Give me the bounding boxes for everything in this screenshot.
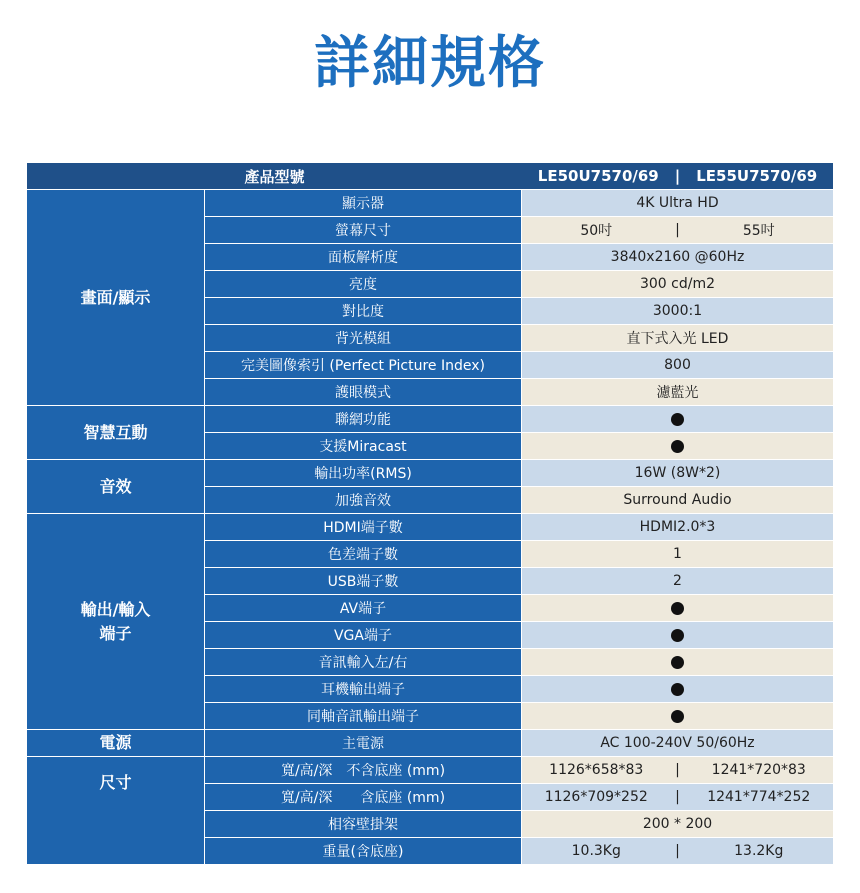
spec-value: AC 100-240V 50/60Hz: [522, 730, 833, 757]
spec-value: [522, 622, 833, 649]
spec-value-a: 1126*658*83: [549, 762, 644, 778]
model-separator: |: [674, 167, 681, 185]
value-separator: |: [675, 843, 680, 859]
spec-value: Surround Audio: [522, 487, 833, 514]
model-numbers-header: [522, 163, 833, 190]
model-b: LE55U7570/69: [696, 167, 818, 185]
spec-label: 完美圖像索引 (Perfect Picture Index): [205, 352, 522, 379]
spec-label: 色差端子數: [205, 541, 522, 568]
spec-value: [522, 784, 833, 811]
table-row: [27, 460, 833, 487]
spec-value: 濾藍光: [522, 379, 833, 406]
category-power: 電源: [27, 730, 205, 757]
spec-label: 耳機輸出端子: [205, 676, 522, 703]
table-row: [27, 757, 833, 784]
spec-label: 支援Miracast: [205, 433, 522, 460]
category-io: 輸出/輸入 端子: [27, 514, 205, 730]
spec-value: 3000:1: [522, 298, 833, 325]
spec-value: 200 * 200: [522, 811, 833, 838]
spec-label: HDMI端子數: [205, 514, 522, 541]
category-smart: 智慧互動: [27, 406, 205, 460]
spec-value-a: 1126*709*252: [544, 789, 648, 805]
spec-value: 4K Ultra HD: [522, 190, 833, 217]
spec-value-b: 1241*774*252: [707, 789, 811, 805]
category-size: 尺寸: [27, 757, 205, 865]
value-separator: |: [675, 222, 680, 238]
spec-value: 2: [522, 568, 833, 595]
spec-value: [522, 406, 833, 433]
spec-value-a: 10.3Kg: [571, 843, 621, 859]
spec-value: 300 cd/m2: [522, 271, 833, 298]
filled-dot-icon: [671, 683, 684, 696]
filled-dot-icon: [671, 440, 684, 453]
spec-label: 對比度: [205, 298, 522, 325]
spec-value-b: 13.2Kg: [734, 843, 784, 859]
spec-value: 直下式入光 LED: [522, 325, 833, 352]
spec-label: 螢幕尺寸: [205, 217, 522, 244]
table-row: [27, 730, 833, 757]
table-row: [27, 190, 833, 217]
filled-dot-icon: [671, 629, 684, 642]
table-row: [27, 406, 833, 433]
spec-label: USB端子數: [205, 568, 522, 595]
category-audio: 音效: [27, 460, 205, 514]
spec-label: 音訊輸入左/右: [205, 649, 522, 676]
spec-value-b: 1241*720*83: [711, 762, 806, 778]
model-header-label: 產品型號: [27, 163, 522, 190]
filled-dot-icon: [671, 656, 684, 669]
spec-value: 3840x2160 @60Hz: [522, 244, 833, 271]
spec-label: 同軸音訊輸出端子: [205, 703, 522, 730]
spec-value: 800: [522, 352, 833, 379]
spec-value: [522, 217, 833, 244]
spec-value: [522, 757, 833, 784]
spec-label: 寬/高/深 不含底座 (mm): [205, 757, 522, 784]
page-title: 詳細規格: [314, 31, 546, 96]
table-row: [27, 514, 833, 541]
spec-label: 輸出功率(RMS): [205, 460, 522, 487]
spec-value: [522, 649, 833, 676]
spec-value: [522, 838, 833, 865]
spec-value-a: 50吋: [580, 223, 613, 239]
table-header-row: [27, 163, 833, 190]
spec-label: 重量(含底座): [205, 838, 522, 865]
spec-label: 亮度: [205, 271, 522, 298]
spec-label: 相容壁掛架: [205, 811, 522, 838]
spec-label: AV端子: [205, 595, 522, 622]
spec-value: [522, 433, 833, 460]
value-separator: |: [675, 789, 680, 805]
spec-label: 背光模組: [205, 325, 522, 352]
spec-value: [522, 703, 833, 730]
spec-label: VGA端子: [205, 622, 522, 649]
filled-dot-icon: [671, 602, 684, 615]
spec-value: [522, 595, 833, 622]
filled-dot-icon: [671, 413, 684, 426]
spec-label: 加強音效: [205, 487, 522, 514]
spec-table: [27, 163, 833, 865]
spec-value: 16W (8W*2): [522, 460, 833, 487]
spec-label: 寬/高/深 含底座 (mm): [205, 784, 522, 811]
spec-value-b: 55吋: [742, 223, 775, 239]
spec-label: 顯示器: [205, 190, 522, 217]
category-display: 畫面/顯示: [27, 190, 205, 406]
spec-value: 1: [522, 541, 833, 568]
spec-label: 聯網功能: [205, 406, 522, 433]
spec-label: 護眼模式: [205, 379, 522, 406]
spec-value: [522, 676, 833, 703]
spec-value: HDMI2.0*3: [522, 514, 833, 541]
model-a: LE50U7570/69: [537, 167, 659, 185]
spec-label: 面板解析度: [205, 244, 522, 271]
value-separator: |: [675, 762, 680, 778]
spec-label: 主電源: [205, 730, 522, 757]
filled-dot-icon: [671, 710, 684, 723]
